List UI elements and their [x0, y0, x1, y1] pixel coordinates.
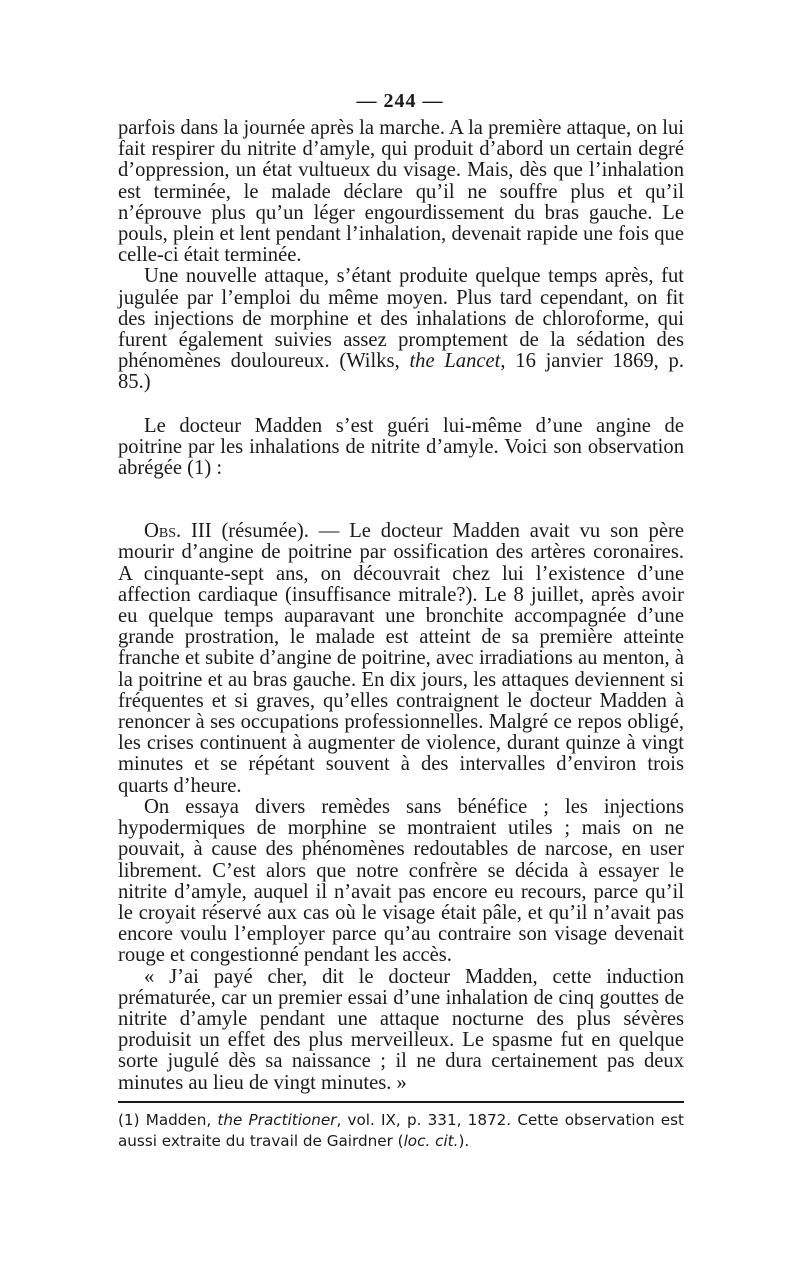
paragraph-text: Une nouvelle attaque, s’étant produite quelque temps après, fut jugulée par l’emploi du même moyen. Plus tard cependant, on fit des injections de morphine et des inhalations de chloroforme, qui furent également suivies assez promptement de la sédation des phénomènes douloureux. (Wilks, [118, 265, 684, 373]
footnote-loc: loc. cit. [403, 1132, 459, 1150]
paragraph-madden-intro: Le docteur Madden s’est guéri lui-même d’une angine de poitrine par les inhalations de nitrite d’amyle. Voici son observation abrégée (1) : [118, 414, 684, 480]
paragraph-gap [118, 479, 684, 521]
footnote-journal: the Practitioner [217, 1111, 337, 1129]
page-number: — 244 — [356, 90, 444, 112]
footnote-part: (1) Madden, [118, 1111, 218, 1129]
observation-label: Obs. III [144, 520, 212, 543]
footnote [118, 1110, 684, 1152]
footnote-part: , vol. IX, p. 331, 1872. Cette observation est aussi extraite du travail de Gairdner ( [118, 1111, 684, 1150]
paragraph-observation [118, 521, 684, 797]
footnote-separator [118, 1101, 684, 1103]
paragraph-remedies: On essaya divers remèdes sans bénéfice ; les injections hypodermiques de morphine se montraient utiles ; mais on ne pouvait, à cause des phénomènes redoutables de narcose, en user librement. C’est alors que notre confrère se décida à essayer le nitrite d’amyle, auquel il n’avait pas encore eu recours, parce qu’il le croyait réservé aux cas où le visage était pâle, et qu’il n’avait pas encore voulu l’employer parce qu’au contraire son visage devenait rouge et congestionné pendant les accès. [118, 795, 684, 967]
paragraph-gap [118, 394, 684, 416]
footnote-text [118, 1110, 684, 1152]
footnote-part: ). [458, 1132, 470, 1150]
paragraph-text: (résumée). — Le docteur Madden avait vu son père mourir d’angine de poitrine par ossification des artères coronaires. A cinquante-sept ans, on découvrait chez lui l’existence d’une affection cardiaque (insuffisance mitrale?). Le 8 juillet, après avoir eu quelque temps auparavant une bronchite accompagnée d’une grande prostration, le malade est atteint de sa première atteinte franche et subite d’angine de poitrine, avec irradiations au menton, à la poitrine et au bras gauche. En dix jours, les attaques deviennent si fréquentes et si graves, qu’elles contraignent le docteur Madden à renoncer à ses occupations professionnelles. Malgré ce repos obligé, les crises continuent à augmenter de violence, durant quinze à vingt minutes et se répétant souvent à des intervalles d’environ trois quarts d’heure. [118, 520, 684, 797]
journal-title: the Lancet [409, 350, 501, 373]
paragraph-continuation: parfois dans la journée après la marche. A la première attaque, on lui fait respirer du nitrite d’amyle, qui produit d’abord un certain degré d’oppression, un état vultueux du visage. Mais, dès que l’inhalation est terminée, le malade déclare qu’il ne souffre plus et qu’il n’éprouve plus qu’un léger engourdissement du bras gauche. Le pouls, plein et lent pendant l’inhalation, devenait rapide une fois que celle-ci était terminée. [118, 117, 684, 267]
paragraph-quotation: « J’ai payé cher, dit le docteur Madden, cette induction prématurée, car un premier essai d’une inhalation de cinq gouttes de nitrite d’amyle pendant une attaque nocturne des plus sévères produisit un effet des plus merveilleux. Le spasme fut en quelque sorte jugulé dès sa naissance ; il ne dura certainement pas deux minutes au lieu de vingt minutes. » [118, 965, 684, 1094]
paragraph-second-attack [118, 266, 684, 393]
body-text [118, 118, 684, 1094]
paragraph-text: , 16 janvier 1869, p. 85.) [118, 350, 684, 394]
